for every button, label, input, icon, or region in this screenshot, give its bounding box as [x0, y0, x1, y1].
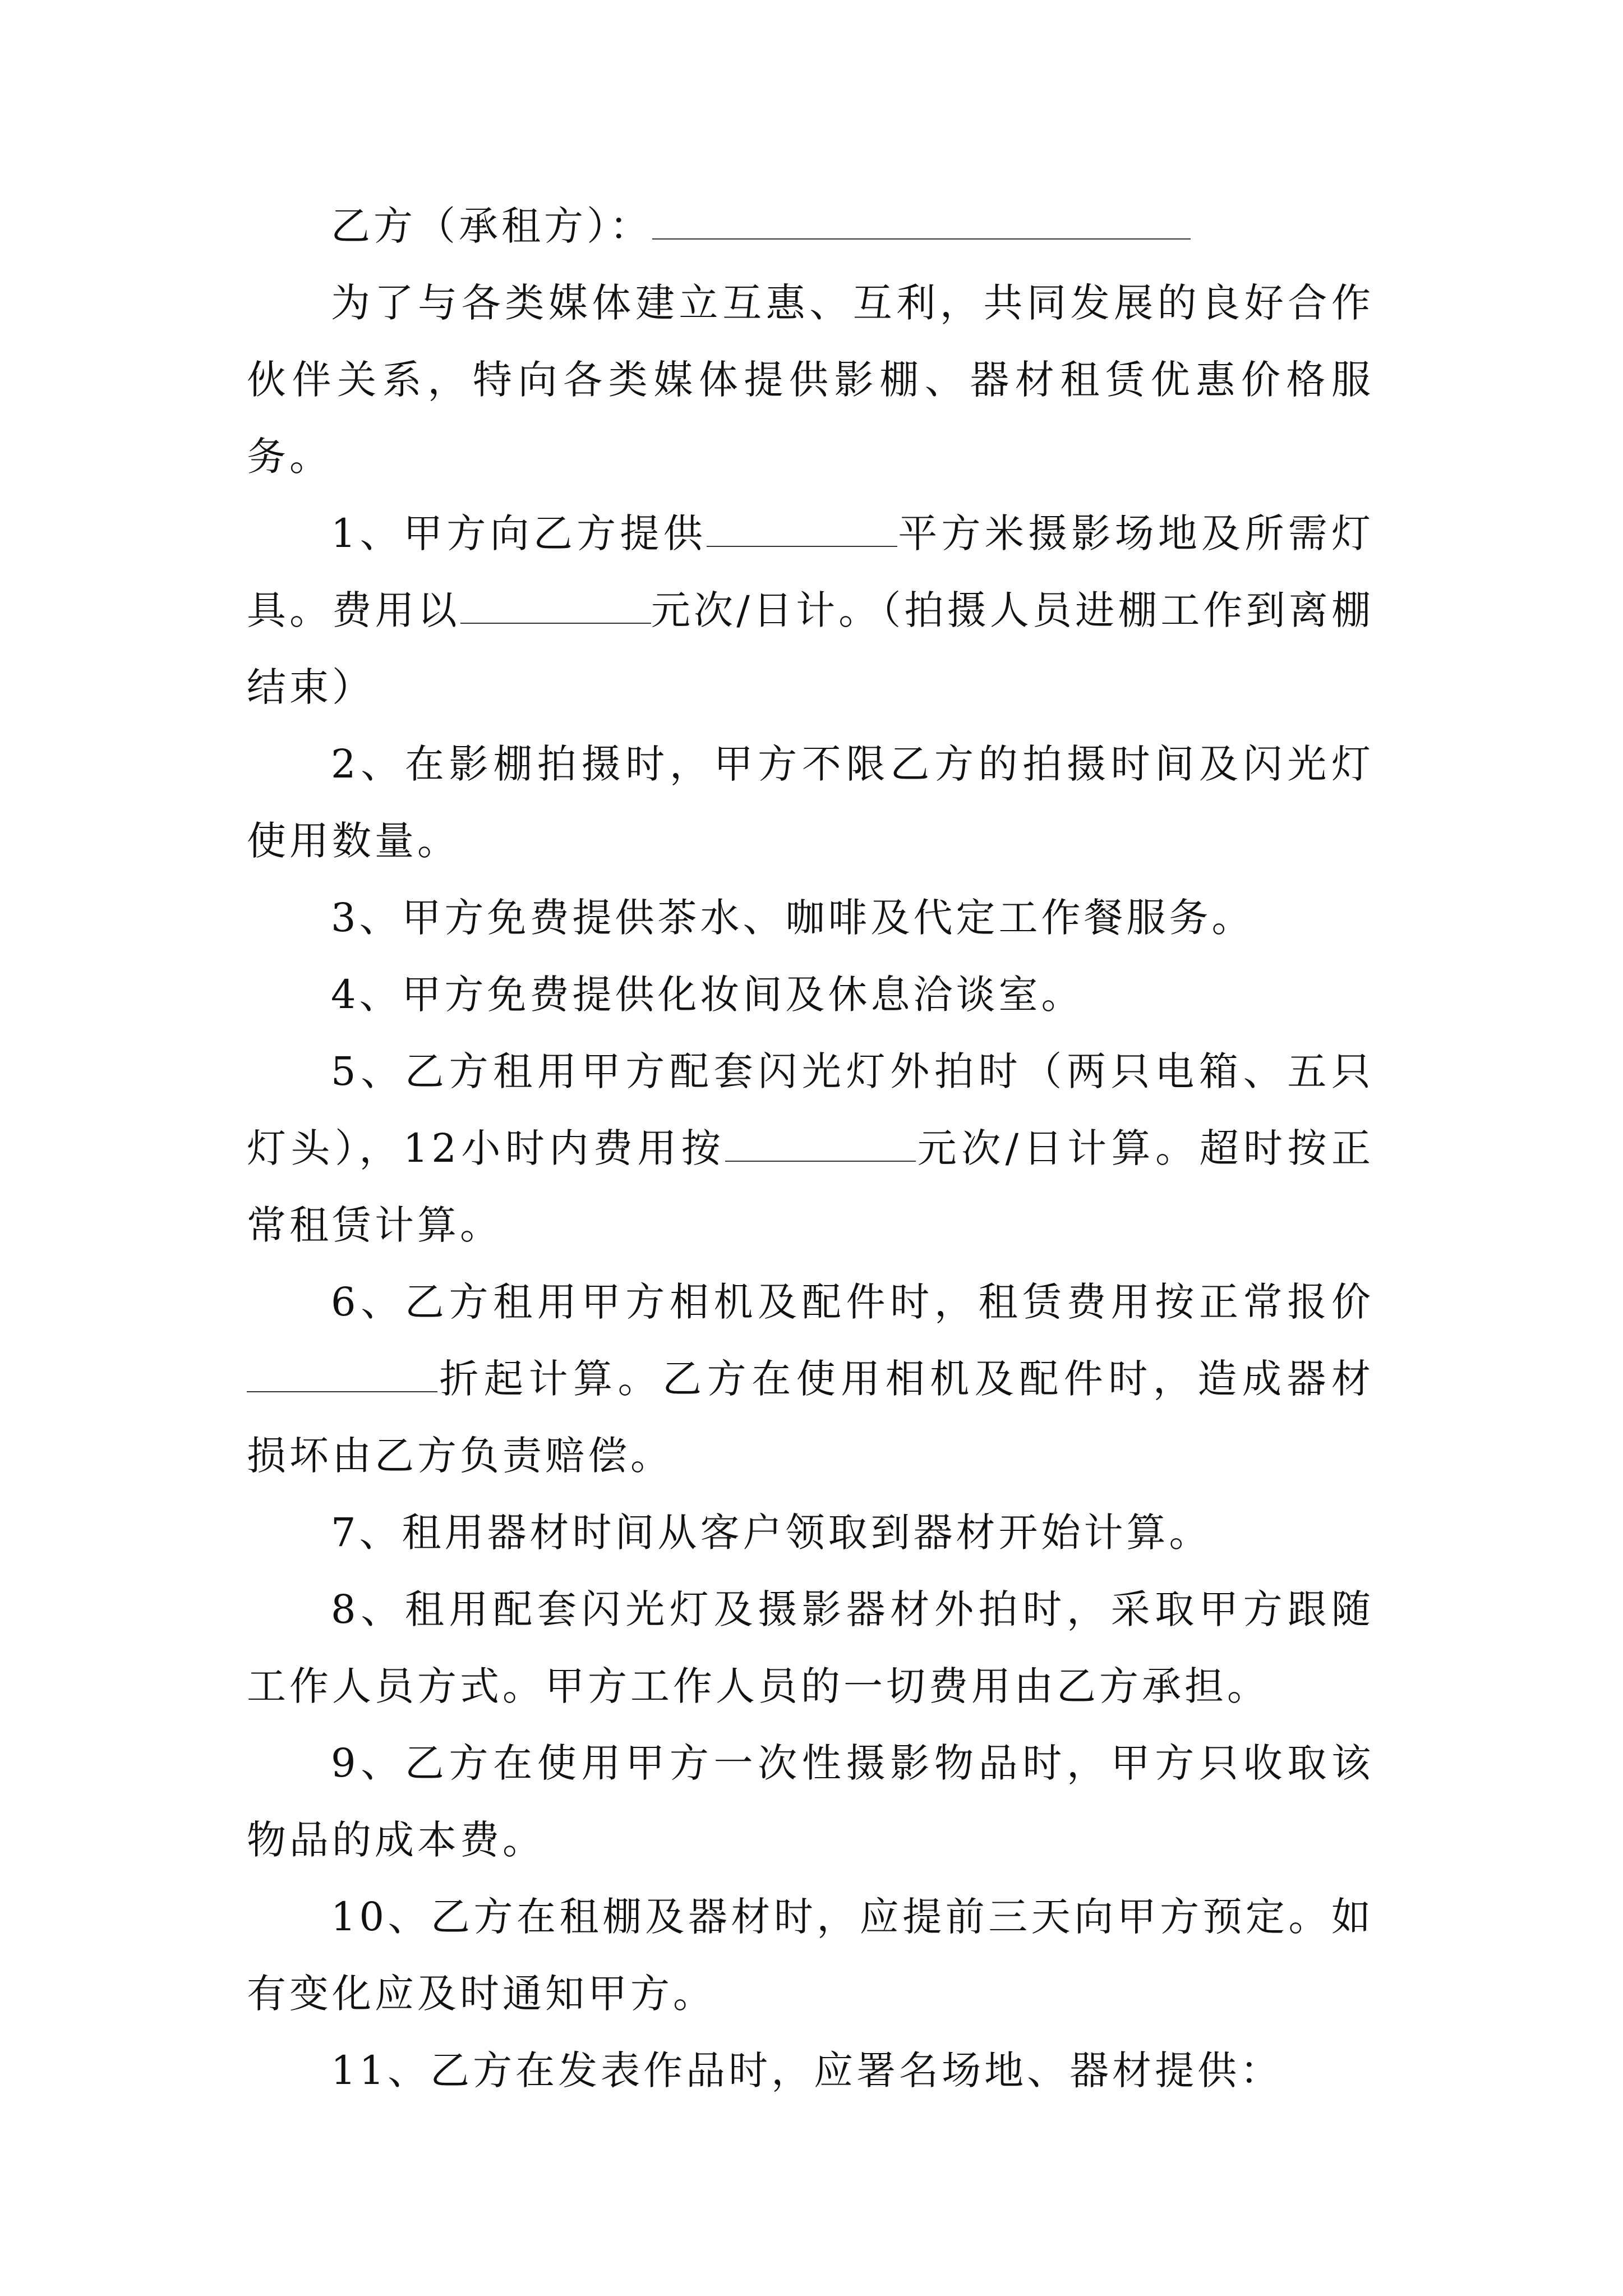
party-b-line	[247, 188, 1374, 265]
item-2: 2、在影棚拍摄时，甲方不限乙方的拍摄时间及闪光灯使用数量。	[247, 741, 1374, 864]
item-1-text-b: 平方米摄影场地及所需灯具。费用以	[247, 510, 1374, 633]
item-8: 8、租用配套闪光灯及摄影器材外拍时，采取甲方跟随工作人员方式。甲方工作人员的一切费用由乙方承担。	[247, 1586, 1374, 1709]
item-1-text-c: 元次/日计。（拍摄人员进棚工作到离棚结束）	[247, 587, 1374, 710]
item-6-text-a: 6、乙方租用甲方相机及配件时，租赁费用按正常报价	[331, 1279, 1374, 1325]
item-3: 3、甲方免费提供茶水、咖啡及代定工作餐服务。	[331, 895, 1255, 941]
item-5-fee-blank	[725, 1127, 916, 1162]
item-5	[247, 1033, 1374, 1264]
item-7: 7、租用器材时间从客户领取到器材开始计算。	[331, 1510, 1212, 1556]
item-5-text-b: 元次/日计算。超时按正常租赁计算。	[247, 1125, 1374, 1248]
item-5-text-a: 5、乙方租用甲方配套闪光灯外拍时（两只电箱、五只灯头），12小时内费用按	[247, 1048, 1374, 1171]
item-9: 9、乙方在使用甲方一次性摄影物品时，甲方只收取该物品的成本费。	[247, 1740, 1374, 1863]
item-11: 11、乙方在发表作品时，应署名场地、器材提供：	[331, 2047, 1283, 2093]
item-6-text-b: 折起计算。乙方在使用相机及配件时，造成器材损坏由乙方负责赔偿。	[247, 1356, 1374, 1479]
item-1-area-blank	[707, 512, 897, 547]
item-10: 10、乙方在租棚及器材时，应提前三天向甲方预定。如有变化应及时通知甲方。	[247, 1894, 1374, 2017]
intro-paragraph: 为了与各类媒体建立互惠、互利，共同发展的良好合作伙伴关系，特向各类媒体提供影棚、器材租赁优惠价格服务。	[247, 280, 1374, 480]
item-4: 4、甲方免费提供化妆间及休息洽谈室。	[331, 972, 1084, 1018]
contract-body	[247, 188, 1374, 2109]
item-1-fee-blank	[460, 589, 651, 624]
item-1-text-a: 1、甲方向乙方提供	[331, 510, 707, 556]
item-6	[247, 1264, 1374, 1494]
item-6-discount-blank	[247, 1358, 437, 1392]
party-b-label: 乙方（承租方）：	[331, 203, 652, 249]
item-1	[247, 495, 1374, 726]
party-b-blank	[652, 205, 1191, 240]
